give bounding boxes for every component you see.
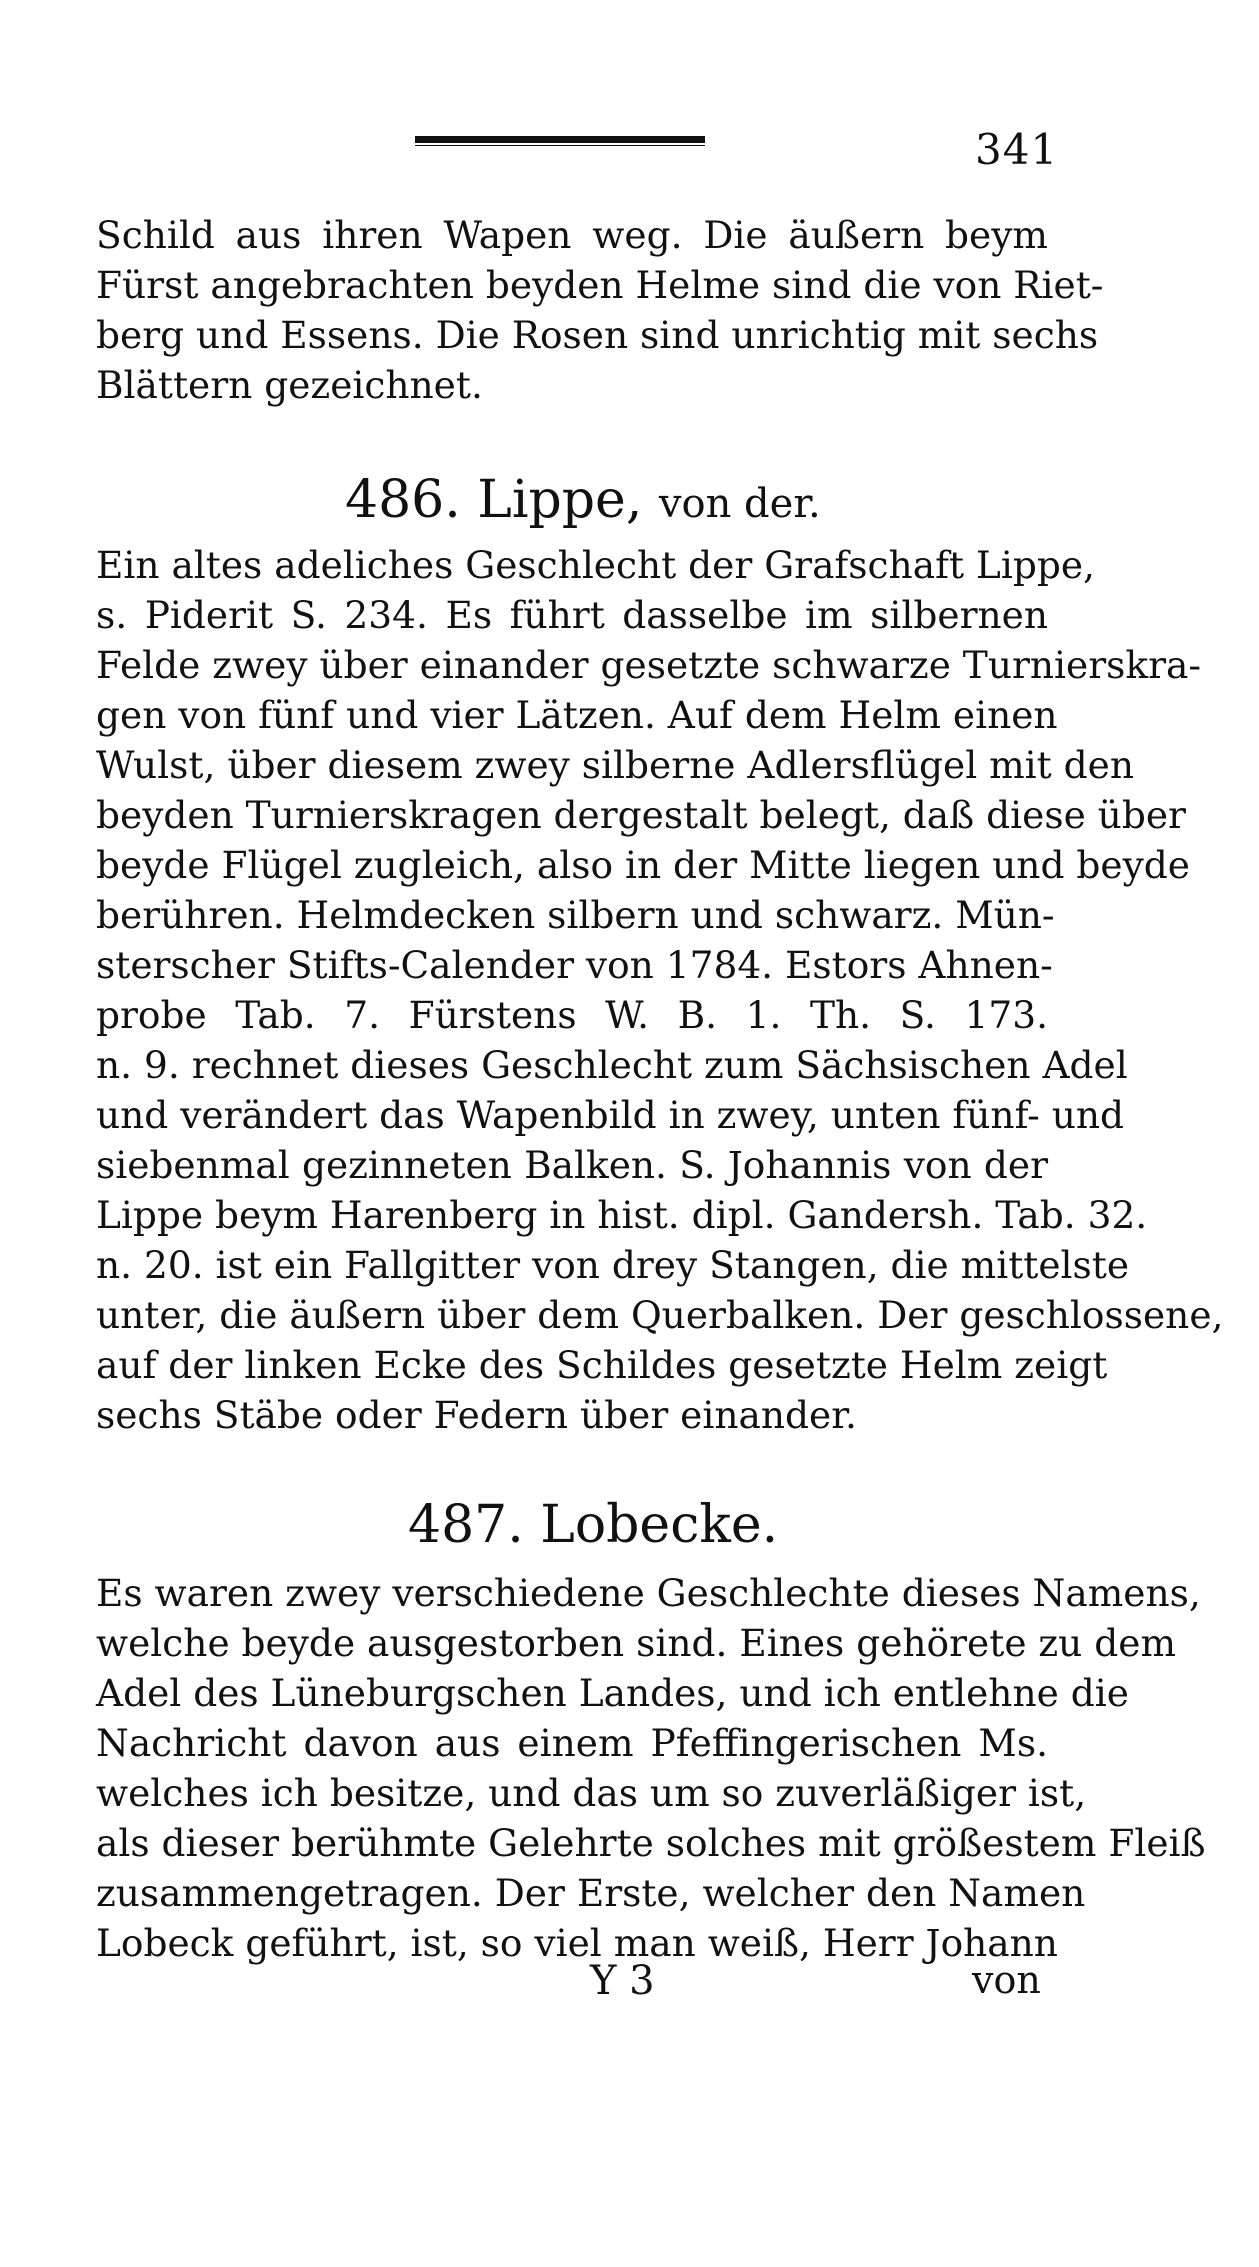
- text-line: welche beyde ausgestorben sind. Eines gehörete zu dem: [96, 1621, 1177, 1665]
- entry-486-heading: [345, 470, 821, 534]
- entry-487-paragraph: [96, 1568, 1206, 1968]
- text-line: zusammengetragen. Der Erste, welcher den Namen: [96, 1871, 1086, 1915]
- text-line: Fürst angebrachten beyden Helme sind die von Riet-: [96, 263, 1104, 307]
- text-line: beyde Flügel zugleich, also in der Mitte liegen und beyde: [96, 843, 1190, 887]
- page-number: 341: [975, 125, 1059, 174]
- entry-486-title-suffix: von der.: [658, 481, 821, 527]
- header-rule: [415, 136, 705, 146]
- text-line: unter, die äußern über dem Querbalken. Der geschlossene,: [96, 1293, 1224, 1337]
- entry-486-title: 486. Lippe,: [345, 470, 643, 530]
- text-line: Felde zwey über einander gesetzte schwarze Turnierskra-: [96, 643, 1202, 687]
- entry-486-paragraph: [96, 540, 1224, 1440]
- text-line: Blättern gezeichnet.: [96, 363, 483, 407]
- text-line: Lobeck geführt, ist, so viel man weiß, Herr Johann: [96, 1921, 1058, 1965]
- text-line: Ein altes adeliches Geschlecht der Grafschaft Lippe,: [96, 543, 1095, 587]
- text-line: n. 9. rechnet dieses Geschlecht zum Sächsischen Adel: [96, 1043, 1128, 1087]
- text-line: Schild aus ihren Wapen weg. Die äußern beym: [96, 213, 1048, 257]
- text-line: auf der linken Ecke des Schildes gesetzte Helm zeigt: [96, 1343, 1108, 1387]
- entry-487-heading: [408, 1495, 778, 1555]
- text-line: Wulst, über diesem zwey silberne Adlersflügel mit den: [96, 743, 1135, 787]
- text-line: gen von fünf und vier Lätzen. Auf dem Helm einen: [96, 693, 1058, 737]
- text-line: s. Piderit S. 234. Es führt dasselbe im silbernen: [96, 593, 1048, 637]
- text-line: probe Tab. 7. Fürstens W. B. 1. Th. S. 173.: [96, 993, 1048, 1037]
- text-line: siebenmal gezinneten Balken. S. Johannis von der: [96, 1143, 1048, 1187]
- catchword: von: [972, 1958, 1041, 2002]
- text-line: sterscher Stifts-Calender von 1784. Estors Ahnen-: [96, 943, 1053, 987]
- entry-487-title: 487. Lobecke.: [408, 1495, 779, 1555]
- text-line: n. 20. ist ein Fallgitter von drey Stangen, die mittelste: [96, 1243, 1130, 1287]
- text-line: Nachricht davon aus einem Pfeffingerischen Ms.: [96, 1721, 1048, 1765]
- text-line: Es waren zwey verschiedene Geschlechte dieses Namens,: [96, 1571, 1201, 1615]
- text-line: welches ich besitze, und das um so zuverläßiger ist,: [96, 1771, 1087, 1815]
- text-line: sechs Stäbe oder Federn über einander.: [96, 1393, 857, 1437]
- text-line: berg und Essens. Die Rosen sind unrichtig mit sechs: [96, 313, 1099, 357]
- text-line: als dieser berühmte Gelehrte solches mit größestem Fleiß: [96, 1821, 1206, 1865]
- signature-mark: Y 3: [590, 1958, 655, 2004]
- text-line: Adel des Lüneburgschen Landes, und ich entlehne die: [96, 1671, 1129, 1715]
- text-line: Lippe beym Harenberg in hist. dipl. Gandersh. Tab. 32.: [96, 1193, 1148, 1237]
- intro-paragraph: [96, 210, 1104, 410]
- text-line: beyden Turnierskragen dergestalt belegt, daß diese über: [96, 793, 1186, 837]
- text-line: berühren. Helmdecken silbern und schwarz. Mün-: [96, 893, 1055, 937]
- text-line: und verändert das Wapenbild in zwey, unten fünf- und: [96, 1093, 1125, 1137]
